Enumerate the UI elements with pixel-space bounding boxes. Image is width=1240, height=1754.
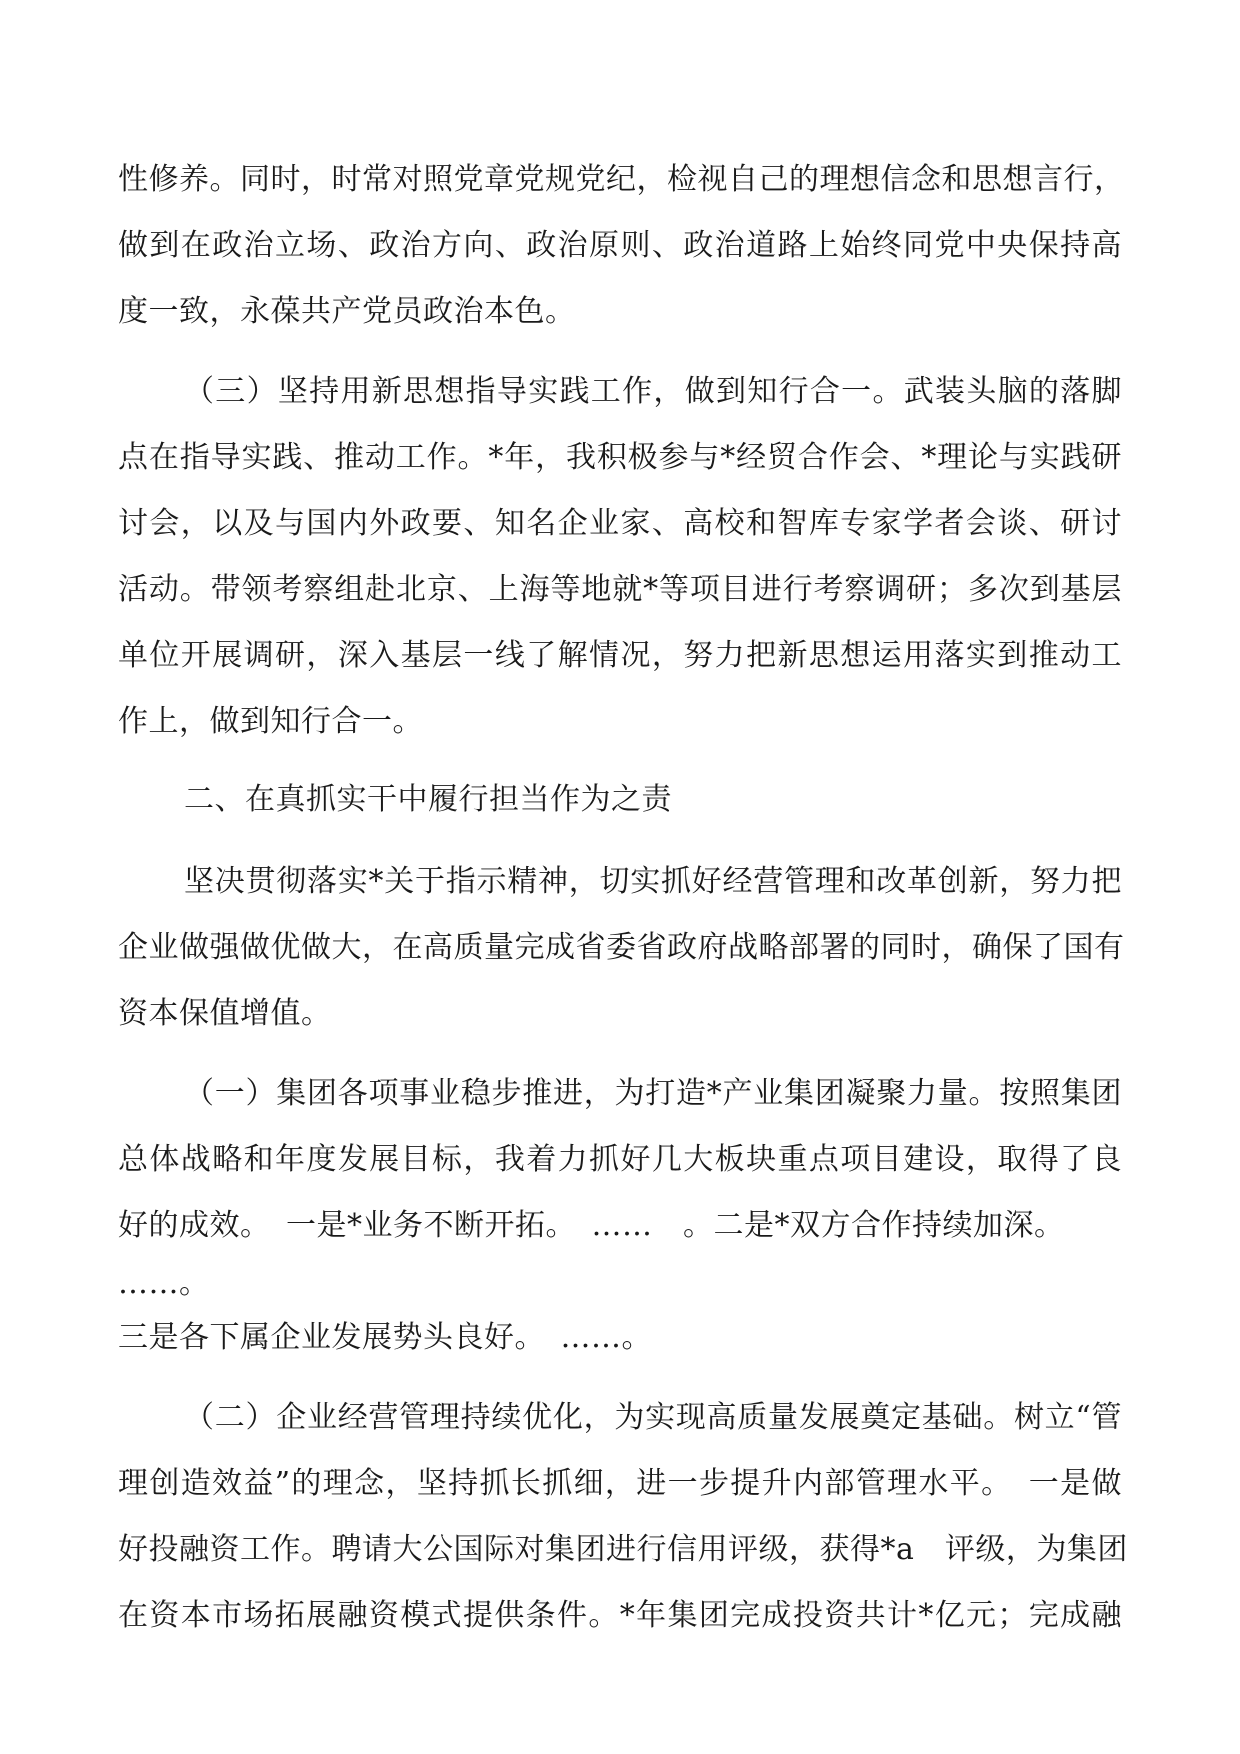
text-line: 作上，做到知行合一。 bbox=[118, 704, 423, 739]
text-line: 资本保值增值。 bbox=[118, 996, 332, 1031]
text-line: 坚决贯彻落实*关于指示精神，切实抓好经营管理和改革创新，努力把 bbox=[184, 864, 1122, 899]
subheading-line: （三）坚持用新思想指导实践工作，做到知行合一。武装头脑的落脚 bbox=[184, 374, 1122, 409]
text-line: 度一致，永葆共产党员政治本色。 bbox=[118, 294, 576, 329]
text-line: ……。 bbox=[118, 1266, 210, 1301]
text-line: 做到在政治立场、政治方向、政治原则、政治道路上始终同党中央保持高 bbox=[118, 228, 1122, 263]
text-line: 理创造效益”的理念，坚持抓长抓细，进一步提升内部管理水平。 一是做 bbox=[118, 1466, 1122, 1501]
section-heading: 二、在真抓实干中履行担当作为之责 bbox=[184, 782, 672, 817]
text-line: 点在指导实践、推动工作。*年，我积极参与*经贸合作会、*理论与实践研 bbox=[118, 440, 1122, 475]
text-line: 单位开展调研，深入基层一线了解情况，努力把新思想运用落实到推动工 bbox=[118, 638, 1122, 673]
text-line: 三是各下属企业发展势头良好。 ……。 bbox=[118, 1320, 652, 1355]
text-line: 活动。带领考察组赴北京、上海等地就*等项目进行考察调研；多次到基层 bbox=[118, 572, 1122, 607]
text-line: 总体战略和年度发展目标，我着力抓好几大板块重点项目建设，取得了良 bbox=[118, 1142, 1122, 1177]
text-line: 性修养。同时，时常对照党章党规党纪，检视自己的理想信念和思想言行， bbox=[118, 162, 1125, 197]
text-line: 在资本市场拓展融资模式提供条件。*年集团完成投资共计*亿元；完成融 bbox=[118, 1598, 1122, 1633]
text-line: 企业做强做优做大，在高质量完成省委省政府战略部署的同时，确保了国有 bbox=[118, 930, 1125, 965]
subheading-line: （二）企业经营管理持续优化，为实现高质量发展奠定基础。树立“管 bbox=[184, 1400, 1122, 1435]
text-line: 讨会，以及与国内外政要、知名企业家、高校和智库专家学者会谈、研讨 bbox=[118, 506, 1122, 541]
subheading-line: （一）集团各项事业稳步推进，为打造*产业集团凝聚力量。按照集团 bbox=[184, 1076, 1122, 1111]
text-line: 好的成效。 一是*业务不断开拓。 …… 。二是*双方合作持续加深。 bbox=[118, 1208, 1065, 1243]
text-line: 好投融资工作。聘请大公国际对集团进行信用评级，获得*a 评级，为集团 bbox=[118, 1532, 1128, 1567]
